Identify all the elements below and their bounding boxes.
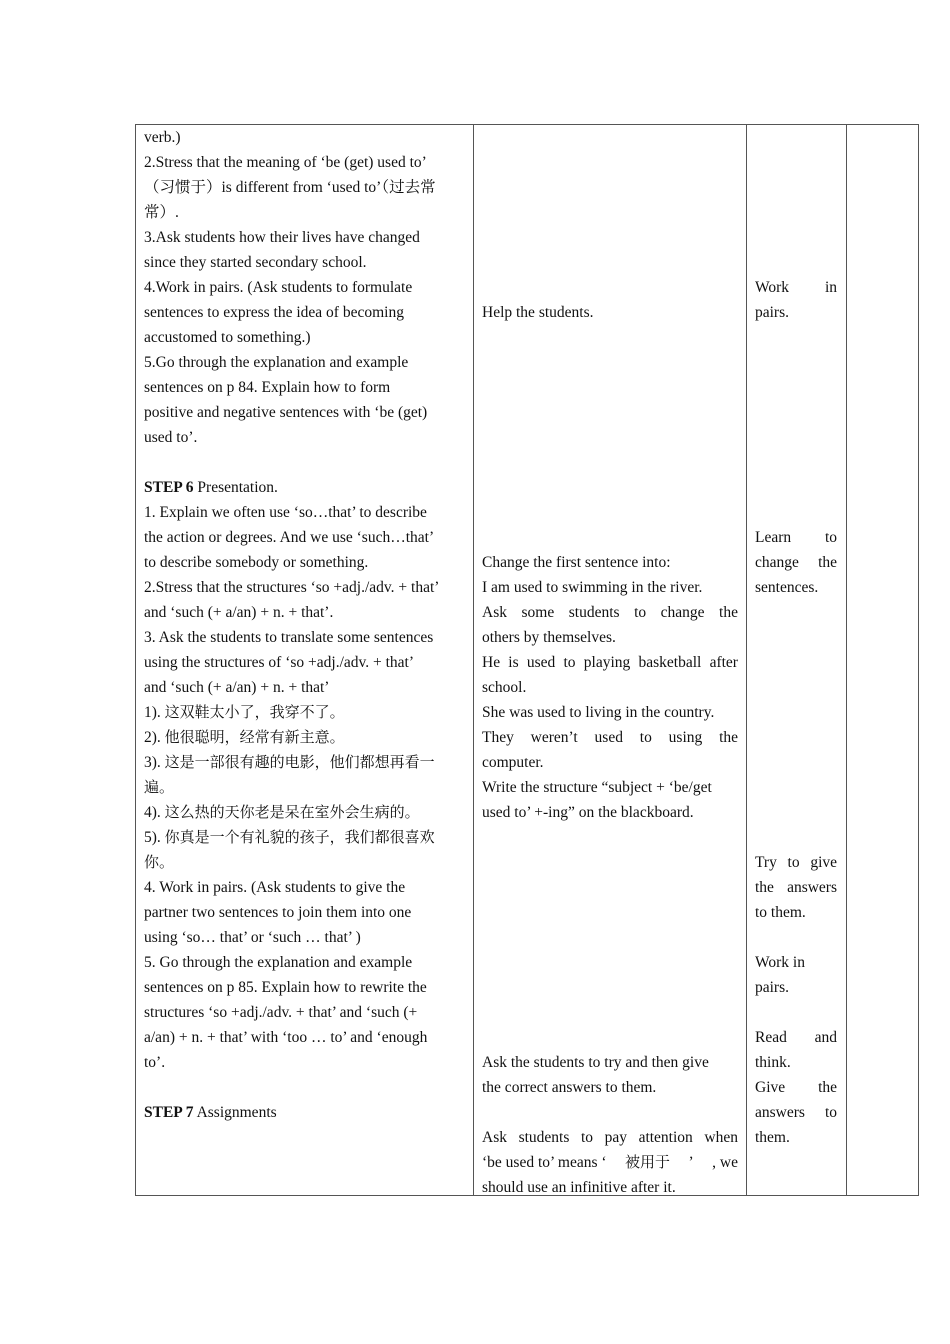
word: when [704,1129,738,1146]
translation-item [144,700,345,725]
text-line: the correct answers to them. [482,1079,657,1096]
word: They [482,729,514,746]
text-line: 5. Go through the explanation and example [144,954,413,971]
text-line: Change the first sentence into: [482,554,671,571]
word: Try [755,854,777,871]
text-line: 3. Ask the students to translate some sentences [144,629,434,646]
word: Ask [482,1129,507,1146]
justified-line [482,1125,738,1150]
word: and [814,1029,837,1046]
word: students [568,604,620,621]
word: using [668,729,703,746]
justified-line [755,875,837,900]
word: playing [583,654,631,671]
text-line: sentences on p 85. Explain how to rewrite the [144,979,427,996]
text-line: to’. [144,1054,166,1071]
text-line: and ‘such (+ a/an) + n. + that’ [144,679,330,696]
text-line: pairs. [755,304,790,321]
text-line: school. [482,679,527,696]
text-line: sentences on p 84. Explain how to form [144,379,391,396]
step-6-heading [144,475,278,500]
chinese-sentence: 遍。 [144,778,175,796]
text-line: （习惯于）is different from ‘used to’（过去常 [144,179,436,196]
word: some [521,604,555,621]
justified-line [755,1075,837,1100]
word: Ask [482,604,507,621]
text-line: partner two sentences to join them into one [144,904,412,921]
item-number: 5). [144,829,165,846]
justified-line [755,275,837,300]
text-line: and ‘such (+ a/an) + n. + that’. [144,604,334,621]
chinese-sentence: 这么热的天你老是呆在室外会生病的。 [164,803,420,821]
word: the [755,879,774,896]
word: Give [755,1079,786,1096]
word: is [508,654,519,671]
text-line: used to’. [144,429,198,446]
word: the [818,1079,837,1096]
word: to [824,1104,837,1121]
text-line: Ask the students to try and then give [482,1054,709,1071]
justified-line [755,1025,837,1050]
text-line: 2.Stress that the meaning of ‘be (get) used to’ [144,154,427,171]
text-line: verb.) [144,129,181,146]
text-line: a/an) + n. + that’ with ‘too … to’ and ‘enough [144,1029,428,1046]
word: ‘be used to’ means ‘ [482,1154,607,1171]
step-label: STEP 6 [144,479,194,496]
justified-line [755,550,837,575]
text-line: positive and negative sentences with ‘be (get) [144,404,428,421]
word: Read [755,1029,787,1046]
word: the [818,554,837,571]
lesson-plan-table [135,124,919,1196]
justified-line [755,525,837,550]
word: ’ [688,1154,694,1171]
teaching-procedure-cell [136,125,474,1196]
table-row [136,125,919,1196]
word: used [526,654,556,671]
text-line: to them. [755,904,806,921]
step-title: Assignments [193,1104,277,1121]
word: students [518,1129,570,1146]
text-line: I am used to swimming in the river. [482,579,703,596]
text-line: Work in [755,954,805,971]
text-line: computer. [482,754,544,771]
word: to [634,604,647,621]
text-line: should use an infinitive after it. [482,1179,676,1196]
text-line: 1. Explain we often use ‘so…that’ to describe [144,504,427,521]
word: used [594,729,623,746]
item-number: 2). [144,729,165,746]
step-7-heading [144,1100,277,1125]
chinese-sentence: 你。 [144,853,175,871]
text-line: to describe somebody or something. [144,554,369,571]
text-line: the action or degrees. And we use ‘such…that’ [144,529,435,546]
item-number: 4). [144,804,165,821]
word: the [719,729,738,746]
text-line: using ‘so… that’ or ‘such … that’ ) [144,929,361,946]
chinese-phrase: 被用于 [625,1153,671,1171]
translation-item [144,725,345,750]
text-line: structures ‘so +adj./adv. + that’ and ‘such (+ [144,1004,418,1021]
text-line: sentences. [755,579,819,596]
word: change [660,604,705,621]
translation-item [144,750,435,775]
word: answers [755,1104,805,1121]
chinese-sentence: 你真是一个有礼貌的孩子，我们都很喜欢 [164,828,435,846]
word: , we [712,1154,738,1171]
word: basketball [638,654,702,671]
text-line: accustomed to something.) [144,329,311,346]
word: Learn [755,529,792,546]
chinese-sentence: 这是一部很有趣的电影，他们都想再看一 [164,753,435,771]
word: after [709,654,738,671]
chinese-sentence: 这双鞋太小了，我穿不了。 [164,703,345,721]
text-line: others by themselves. [482,629,616,646]
step-title: Presentation. [193,479,278,496]
teacher-activity-cell [474,125,747,1196]
word: He [482,654,501,671]
text-line: 4.Work in pairs. (Ask students to formulate [144,279,413,296]
item-number: 3). [144,754,165,771]
word: the [719,604,738,621]
justified-line [482,1150,738,1175]
text-line: 3.Ask students how their lives have changed [144,229,420,246]
text-line: 常）. [144,204,179,221]
word: to [787,854,800,871]
text-line: since they started secondary school. [144,254,367,271]
translation-item [144,800,420,825]
word: answers [787,879,837,896]
word: give [810,854,837,871]
word: to [580,1129,594,1146]
justified-line [482,650,738,675]
step-label: STEP 7 [144,1104,194,1121]
text-line: Help the students. [482,304,594,321]
text-line: 4. Work in pairs. (Ask students to give the [144,879,406,896]
justified-line [755,850,837,875]
word: in [824,279,837,296]
text-line: Write the structure “subject + ‘be/get [482,779,712,796]
text-line: sentences to express the idea of becoming [144,304,404,321]
word: Work [755,279,790,296]
justified-line [482,725,738,750]
text-line: 5.Go through the explanation and example [144,354,409,371]
word: weren’t [530,729,578,746]
word: to [563,654,576,671]
text-line: 2.Stress that the structures ‘so +adj./adv. + that’ [144,579,440,596]
text-line: think. [755,1054,791,1071]
text-line: She was used to living in the country. [482,704,715,721]
word: pay [604,1129,627,1146]
word: to [639,729,652,746]
text-line: them. [755,1129,790,1146]
empty-notes-cell [847,125,919,1196]
item-number: 1). [144,704,165,721]
text-line: using the structures of ‘so +adj./adv. + that’ [144,654,415,671]
word: to [824,529,837,546]
word: attention [638,1129,693,1146]
text-line: used to’ +-ing” on the blackboard. [482,804,694,821]
text-line: pairs. [755,979,790,996]
word: change [755,554,799,571]
justified-line [482,600,738,625]
student-activity-cell [747,125,847,1196]
translation-item [144,825,435,850]
justified-line [755,1100,837,1125]
chinese-sentence: 他很聪明，经常有新主意。 [164,728,345,746]
